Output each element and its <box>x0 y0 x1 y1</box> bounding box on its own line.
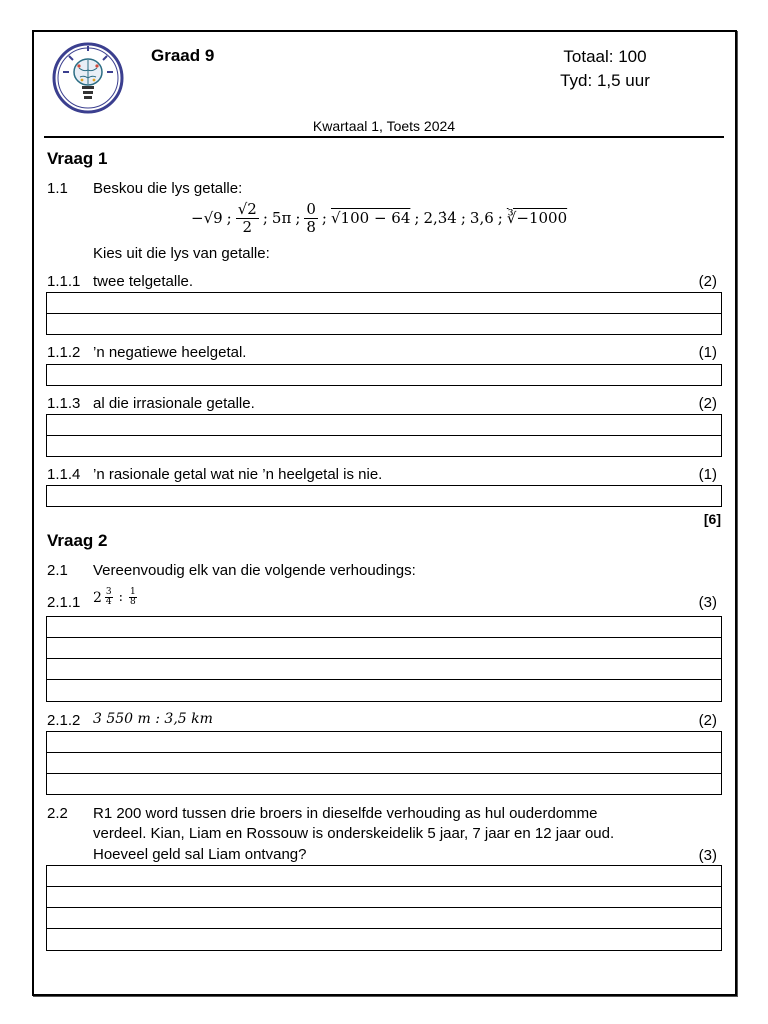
total-marks: Totaal: 100 <box>563 47 647 66</box>
q2-2-line-1: R1 200 word tussen drie broers in dieselfde verhouding as hul ouderdomme <box>93 805 598 822</box>
q1-1-4-marks: (1) <box>698 466 717 483</box>
number-list: −√9 ; $\frac{√2}{2}$ ; 5π ; $\frac{0}{8}$ ; √100 − 64 ; 2,3̇4̇ ; 3,6 ; ∛−1000 <box>191 200 568 236</box>
mixed-whole: 2 <box>93 589 102 606</box>
q2-2-number: 2.2 <box>47 805 68 822</box>
choose-instruction: Kies uit die lys van getalle: <box>93 245 270 262</box>
question-2-title: Vraag 2 <box>47 531 108 550</box>
q2-1-text: Vereenvoudig elk van die volgende verhoudings: <box>93 562 416 579</box>
q1-1-number: 1.1 <box>47 180 68 197</box>
grade-label: Graad 9 <box>151 46 215 65</box>
answer-box-1-1-4[interactable] <box>46 485 722 507</box>
fraction-3-4: 3 4 <box>105 587 112 608</box>
q1-1-4-number: 1.1.4 <box>47 466 81 483</box>
answer-box-1-1-2[interactable] <box>46 364 722 386</box>
q1-1-text: Beskou die lys getalle: <box>93 180 243 197</box>
q1-1-1-number: 1.1.1 <box>47 273 81 290</box>
answer-box-2-1-1[interactable] <box>46 616 722 702</box>
question-1-title: Vraag 1 <box>47 149 108 168</box>
q1-1-4-text: ’n rasionale getal wat nie ’n heelgetal is nie. <box>93 466 383 483</box>
q1-1-3-marks: (2) <box>698 395 717 412</box>
q1-1-2-text: ’n negatiewe heelgetal. <box>93 344 247 361</box>
number-recurring: 2,3̇4̇ <box>423 209 457 227</box>
number-neg-sqrt9: −√9 <box>191 209 223 227</box>
number-sqrt-100-64: √100 − 64 <box>330 209 411 227</box>
number-0-over-8: $\frac{0}{8}$ <box>306 200 316 236</box>
q2-1-2-expression: 3 550 m : 3,5 km <box>93 711 213 727</box>
q1-1-3-text: al die irrasionale getalle. <box>93 395 255 412</box>
school-logo <box>49 42 127 114</box>
header-divider <box>44 136 724 138</box>
q1-1-2-marks: (1) <box>698 344 717 361</box>
question-1-total: [6] <box>703 511 721 527</box>
answer-box-2-2[interactable] <box>46 865 722 951</box>
fraction-1-8: 1 8 <box>130 587 136 608</box>
ratio-colon: : <box>118 590 124 606</box>
q2-1-1-expression <box>93 588 137 608</box>
q2-2-marks: (3) <box>698 847 717 864</box>
q2-2-line-3: Hoeveel geld sal Liam ontvang? <box>93 846 307 863</box>
number-sqrt2-over-2: $\frac{√2}{2}$ <box>237 200 257 236</box>
answer-box-2-1-2[interactable] <box>46 731 722 795</box>
q2-2-line-2: verdeel. Kian, Liam en Rossouw is onderskeidelik 5 jaar, 7 jaar en 12 jaar oud. <box>93 825 615 842</box>
number-3-6: 3,6 <box>469 209 494 227</box>
q2-1-number: 2.1 <box>47 562 68 579</box>
q2-1-1-marks: (3) <box>698 594 717 611</box>
term-label: Kwartaal 1, Toets 2024 <box>312 118 456 134</box>
number-5pi: 5π <box>271 209 292 227</box>
time-allowed: Tyd: 1,5 uur <box>560 71 650 90</box>
q1-1-2-number: 1.1.2 <box>47 344 81 361</box>
q2-1-2-number: 2.1.2 <box>47 712 81 729</box>
q1-1-1-text: twee telgetalle. <box>93 273 194 290</box>
q2-1-1-number: 2.1.1 <box>47 594 81 611</box>
q2-1-2-marks: (2) <box>698 712 717 729</box>
q1-1-1-marks: (2) <box>698 273 717 290</box>
answer-box-1-1-1[interactable] <box>46 292 722 335</box>
number-cbrt-neg1000: ∛−1000 <box>506 209 568 227</box>
answer-box-1-1-3[interactable] <box>46 414 722 457</box>
q1-1-3-number: 1.1.3 <box>47 395 81 412</box>
totals-block <box>540 45 670 93</box>
